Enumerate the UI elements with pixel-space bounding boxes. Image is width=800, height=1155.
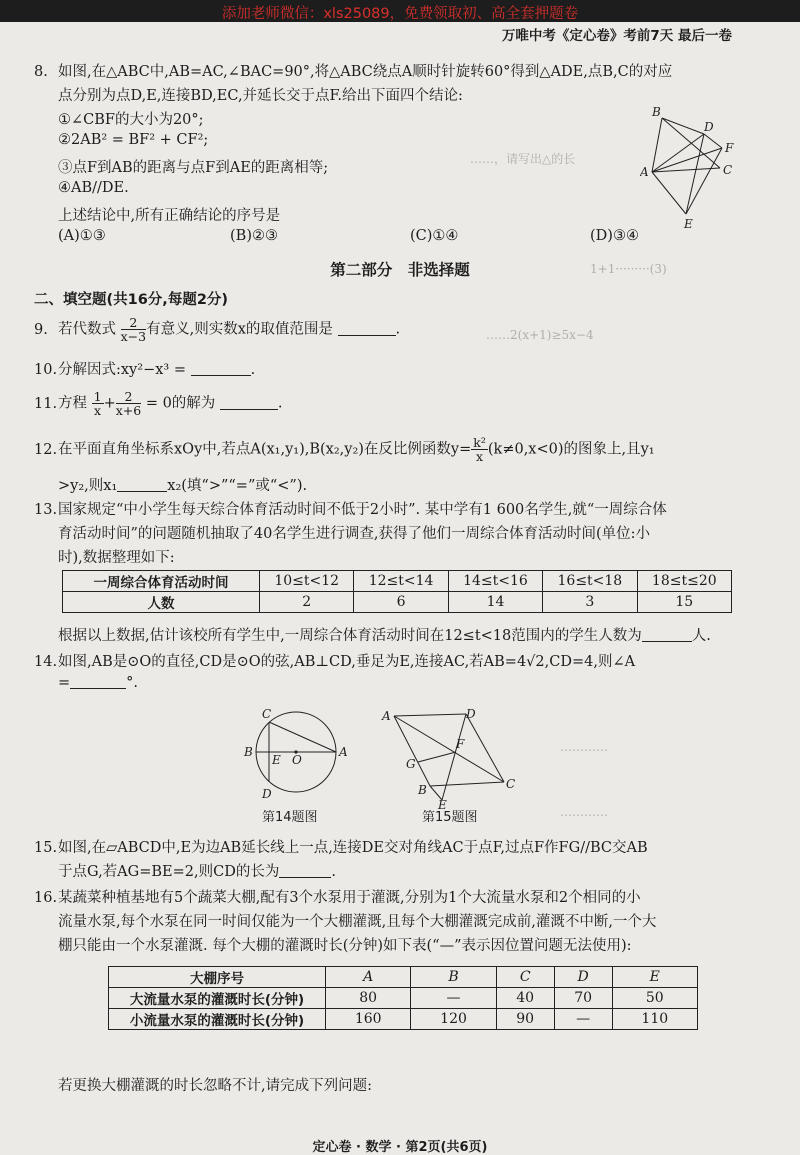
q8-figure	[640, 104, 740, 230]
q8-label-b: B	[652, 105, 661, 119]
q14-figure	[238, 700, 356, 806]
answer-blank[interactable]	[191, 361, 251, 376]
q14-caption: 第14题图	[262, 810, 318, 825]
q15-label-a: A	[382, 709, 391, 723]
q15-label-b: B	[418, 783, 427, 797]
q11: 11.方程 $\frac{1}{x}$ + $\frac{2}{x+6}$ = 0的解为 .	[34, 389, 283, 418]
q14-line2: = °.	[58, 675, 139, 691]
answer-blank[interactable]	[642, 627, 692, 642]
q15-label-c: C	[506, 777, 516, 791]
answer-blank[interactable]	[70, 674, 126, 689]
page-footer: 定心卷 · 数学 · 第2页(共6页)	[312, 1140, 488, 1155]
q15-label-d: D	[466, 707, 476, 721]
q8-conclusion-1: ①∠CBF的大小为20°;	[58, 112, 204, 128]
q13-line3: 时),数据整理如下:	[58, 550, 175, 566]
table-row: 小流量水泵的灌溉时长(分钟) 160 120 90 — 110	[109, 1009, 698, 1030]
q8-line2: 点分别为点D,E,连接BD,EC,并延长交于点F.给出下面四个结论:	[58, 88, 463, 104]
q14-label-o: O	[292, 753, 302, 767]
q13-table	[62, 570, 732, 613]
q8-label-c: C	[723, 163, 733, 177]
q14-label-a: A	[339, 745, 348, 759]
q8-label-a: A	[640, 165, 649, 179]
part-two-title: 第二部分 非选择题	[330, 261, 470, 279]
q8-option-b: (B)②③	[230, 228, 278, 244]
q14-label-e: E	[272, 753, 281, 767]
q8-label-f: F	[725, 141, 734, 155]
q14-line1: 14.如图,AB是⊙O的直径,CD是⊙O的弦,AB⊥CD,垂足为E,连接AC,若AB=4√2,CD=4,则∠A	[34, 654, 636, 670]
q16-line1: 16.某蔬菜种植基地有5个蔬菜大棚,配有3个水泵用于灌溉,分别为1个大流量水泵和2个相同的小	[34, 890, 641, 906]
q9: 9. 若代数式 $\frac{2}{x-3}$ 有意义,则实数x的取值范围是 .	[34, 315, 401, 344]
bleed-text: 1+1·········(3)	[590, 262, 667, 276]
bleed-text: ……2(x+1)≥5x−4	[486, 328, 594, 342]
bleed-text: …………	[560, 805, 608, 819]
question-number: 8.	[34, 64, 48, 80]
q8-question: 上述结论中,所有正确结论的序号是	[58, 208, 281, 224]
q8-option-a: (A)①③	[58, 228, 106, 244]
table-row: 大棚序号 A B C D E	[109, 967, 698, 988]
q15-label-f: F	[456, 737, 465, 751]
answer-blank[interactable]	[117, 477, 167, 492]
q16-line2: 流量水泵,每个水泵在同一时间仅能为一个大棚灌溉,且每个大棚灌溉完成前,灌溉不中断,一个大	[58, 914, 657, 930]
section-two-heading: 二、填空题(共16分,每题2分)	[34, 292, 229, 308]
bleed-text: …………	[560, 740, 608, 754]
q13-line1: 13.国家规定“中小学生每天综合体育活动时间不低于2小时”. 某中学有1 600名学生,就“一周综合体	[34, 502, 667, 518]
table-row: 一周综合体育活动时间 10≤t<12 12≤t<14 14≤t<16 16≤t<18 18≤t≤20	[63, 571, 732, 592]
q15-line1: 15.如图,在▱ABCD中,E为边AB延长线上一点,连接DE交对角线AC于点F,过点F作FG//BC交AB	[34, 840, 648, 856]
q14-label-b: B	[244, 745, 253, 759]
q8-label-e: E	[684, 217, 693, 230]
q12-line1: 12.在平面直角坐标系xOy中,若点A(x₁,y₁),B(x₂,y₂)在反比例函数y= $\frac{\text{k²}}{x}$ (k≠0,x<0)的图象上,且y₁	[34, 435, 655, 464]
q10: 10.分解因式:xy²−x³ = .	[34, 362, 256, 378]
watermark: 添加老师微信：xls25089，免费领取初、高全套押题卷	[221, 6, 579, 22]
q8-option-d: (D)③④	[590, 228, 639, 244]
q13-line2: 育活动时间”的问题随机抽取了40名学生进行调查,获得了他们一周综合体育活动时间(单位:小	[58, 526, 651, 542]
q16-line4: 若更换大棚灌溉的时长忽略不计,请完成下列问题:	[58, 1078, 372, 1094]
q8-conclusion-2: ②2AB² = BF² + CF²;	[58, 132, 209, 148]
answer-blank[interactable]	[338, 321, 396, 336]
table-row: 人数 2 6 14 3 15	[63, 592, 732, 613]
q8-conclusion-4: ④AB//DE.	[58, 180, 129, 196]
q8-option-c: (C)①④	[410, 228, 459, 244]
running-head: 万唯中考《定心卷》考前7天 最后一卷	[501, 28, 732, 44]
q14-label-d: D	[262, 787, 272, 801]
q16-table	[108, 966, 698, 1030]
table-row: 大流量水泵的灌溉时长(分钟) 80 — 40 70 50	[109, 988, 698, 1009]
q16-line3: 棚只能由一个水泵灌溉. 每个大棚的灌溉时长(分钟)如下表(“—”表示因位置问题无法使用):	[58, 938, 632, 954]
answer-blank[interactable]	[220, 395, 278, 410]
q8-label-d: D	[704, 120, 714, 134]
q13-line4: 根据以上数据,估计该校所有学生中,一周综合体育活动时间在12≤t<18范围内的学生人数为 人.	[58, 628, 711, 644]
q15-line2: 于点G,若AG=BE=2,则CD的长为 .	[58, 864, 336, 880]
q15-label-g: G	[406, 757, 416, 771]
q14-label-c: C	[262, 707, 272, 721]
q8-line1: 8. 如图,在△ABC中,AB=AC,∠BAC=90°,将△ABC绕点A顺时针旋转60°得到△ADE,点B,C的对应	[34, 64, 673, 80]
q8-conclusion-3: ③点F到AB的距离与点F到AE的距离相等;	[58, 160, 329, 176]
q15-figure	[380, 706, 524, 810]
q9-fraction: $\frac{2}{x-3}$	[120, 315, 147, 344]
bleed-text: ……，请写出△的长	[470, 152, 576, 166]
q15-caption: 第15题图	[422, 810, 478, 825]
q12-line2: >y₂,则x₁ x₂(填“>”“=”或“<”).	[58, 478, 308, 494]
q15-label-e: E	[438, 798, 447, 810]
answer-blank[interactable]	[279, 863, 331, 878]
